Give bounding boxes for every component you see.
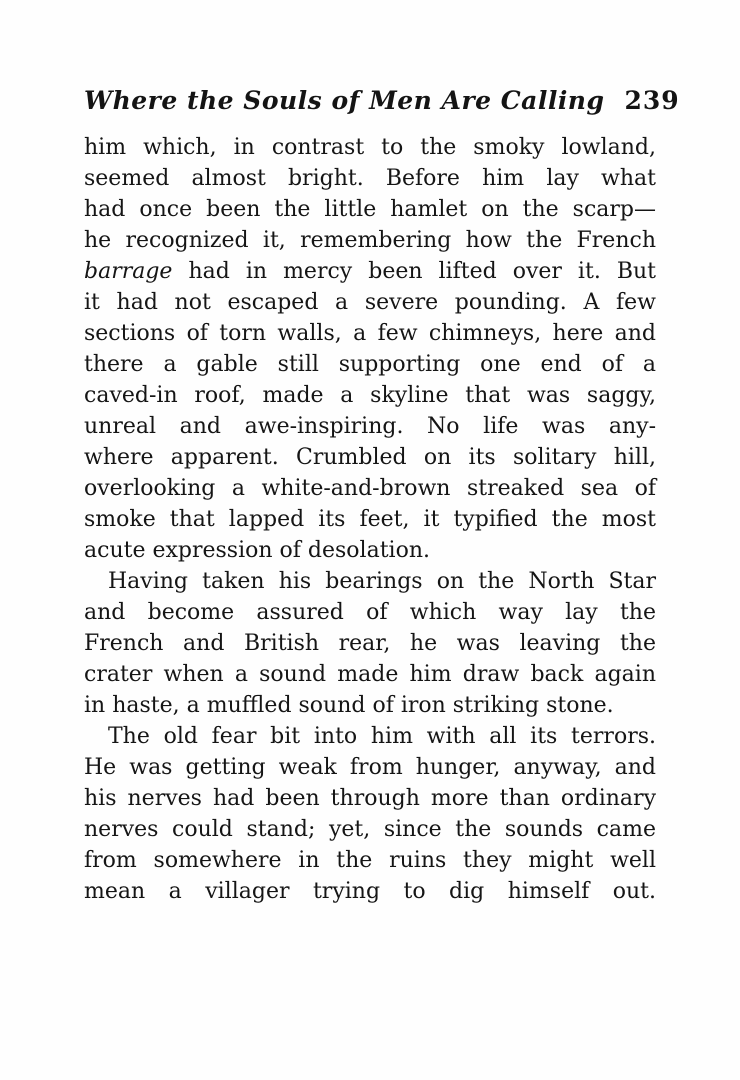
text-line: unreal and awe-inspiring. No life was any- [84,414,656,439]
text-line: sections of torn walls, a few chimneys, here and [84,321,656,346]
text-line: seemed almost bright. Before him lay what [84,166,656,191]
text-line: him which, in contrast to the smoky lowland, [84,135,656,160]
text-line: mean a villager trying to dig himself out. [84,879,656,904]
text-line: where apparent. Crumbled on its solitary hill, [84,445,656,470]
text-line: He was getting weak from hunger, anyway, and [84,755,656,780]
text-line: crater when a sound made him draw back again [84,662,656,687]
text-line: he recognized it, remembering how the French [84,228,656,253]
text-line: French and British rear, he was leaving the [84,631,656,656]
text-line: acute expression of desolation. [84,538,430,563]
page-number: 239 [624,86,680,115]
running-header [84,86,680,115]
text-line: from somewhere in the ruins they might well [84,848,656,873]
text-line: Having taken his bearings on the North Star [108,569,656,594]
text-column [84,132,656,907]
text-line: had once been the little hamlet on the scarp— [84,197,656,222]
text-line: smoke that lapped its feet, it typified the most [84,507,656,532]
text-line: it had not escaped a severe pounding. A few [84,290,656,315]
text-line: there a gable still supporting one end of a [84,352,656,377]
header-title: Where the Souls of Men Are Calling [84,86,605,115]
text-line: and become assured of which way lay the [84,600,656,625]
text-line: barrage had in mercy been lifted over it. But [84,259,656,284]
text-line: caved-in roof, made a skyline that was saggy, [84,383,656,408]
text-line: overlooking a white-and-brown streaked sea of [84,476,656,501]
text-line: his nerves had been through more than ordinary [84,786,656,811]
text-line: nerves could stand; yet, since the sounds came [84,817,656,842]
text-line: The old fear bit into him with all its terrors. [108,724,656,749]
text-line: in haste, a muffled sound of iron striking stone. [84,693,614,718]
